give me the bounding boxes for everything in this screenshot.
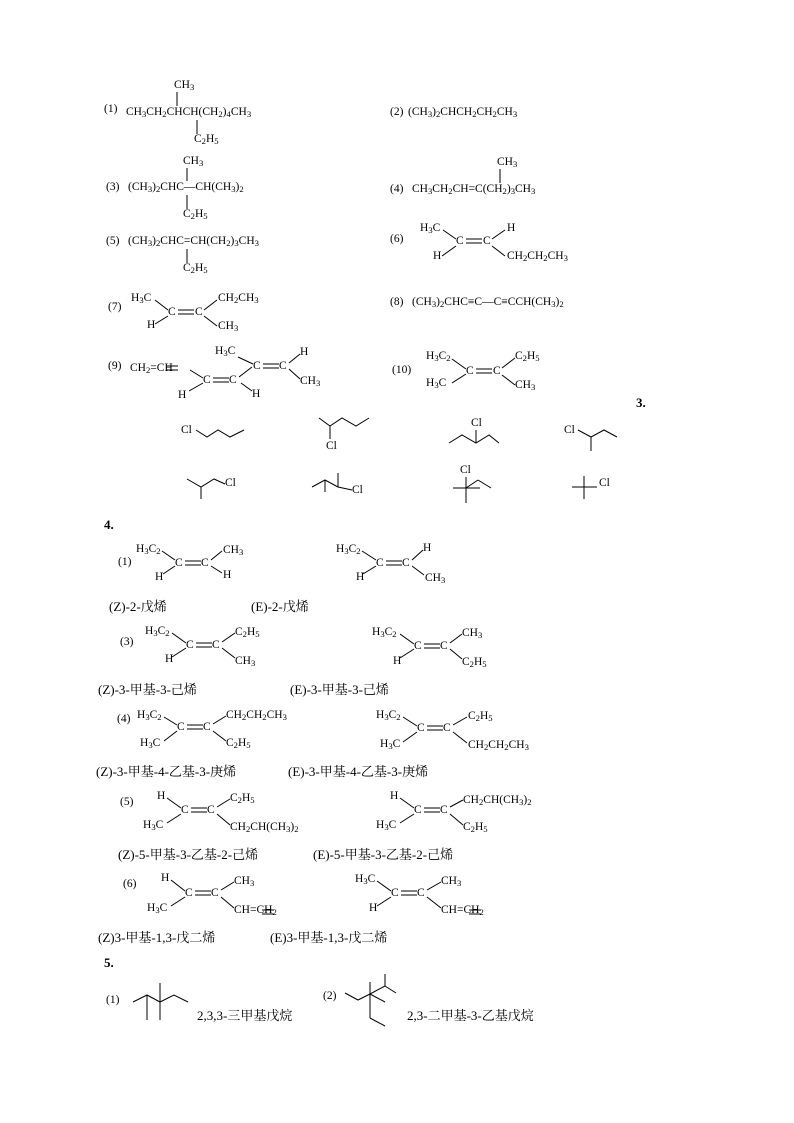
q2-item3-top: $CH_3$ [183, 155, 204, 169]
q4-p6z-b: $H_3C$ [147, 902, 168, 916]
q2-item6-d: $CH_2CH_2CH_3$ [507, 250, 568, 264]
q2-item10-num: (10) [392, 364, 412, 376]
q5-item2-name: 2,3-二甲基-3-乙基戊烷 [407, 1008, 534, 1023]
q4-p3e-c: $CH_3$ [462, 627, 483, 641]
q4-p3e-c2: C [440, 640, 448, 652]
q4-p1z-c1: C [175, 557, 183, 569]
q4-p3z-c1: C [186, 639, 194, 651]
q2-item8-num: (8) [390, 296, 404, 308]
q2-item7-c1: C [168, 306, 176, 318]
q4-p6z-a: H [161, 872, 170, 884]
q4-p1z-a: $H_3C_2$ [136, 543, 161, 557]
q2-item6-c: H [507, 222, 516, 234]
q4-p4z-c1: C [177, 721, 185, 733]
q2-item9-c1: C [203, 374, 211, 386]
q3-cl-3: Cl [471, 417, 482, 429]
q4-p4z-d: $C_2H_5$ [226, 737, 251, 751]
q2-item1-bottom: $C_2H_5$ [194, 133, 219, 147]
q4-p1-ename: (E)-2-戊烯 [251, 599, 309, 614]
q4-p4-num: (4) [117, 713, 131, 725]
q5-item1-name: 2,3,3-三甲基戊烷 [197, 1008, 293, 1023]
q3-cl-8: Cl [599, 477, 610, 489]
q2-item7-c2: C [195, 306, 203, 318]
q4-p3e-d: $C_2H_5$ [462, 656, 487, 670]
q4-p4-ename: (E)-3-甲基-4-乙基-3-庚烯 [288, 764, 429, 779]
q2-item1-num: (1) [104, 103, 118, 115]
q4-p4e-c1: C [417, 722, 425, 734]
q4-p3-ename: (E)-3-甲基-3-己烯 [290, 682, 389, 697]
q2-item9-c4: C [279, 360, 287, 372]
q2-item1-main: $CH_3CH_2CHCH(CH_2)_4CH_3$ [126, 106, 252, 120]
q4-p3-zname: (Z)-3-甲基-3-己烯 [98, 682, 197, 697]
section-5-heading: 5. [104, 955, 114, 970]
q4-p3-num: (3) [120, 636, 134, 648]
q4-p5e-c1: C [414, 804, 422, 816]
q4-p1e-d: $CH_3$ [425, 572, 446, 586]
q4-p3z-a: $H_3C_2$ [145, 625, 170, 639]
q2-item7-c: $CH_2CH_3$ [218, 292, 259, 306]
q3-cl-5: Cl [225, 477, 236, 489]
q2-item10-a: $H_3C_2$ [426, 350, 451, 364]
q2-item7-num: (7) [108, 301, 122, 313]
q2-item4-top: $CH_3$ [497, 156, 518, 170]
q4-p1z-c: $CH_3$ [223, 544, 244, 558]
q4-p1e-a: $H_3C_2$ [336, 543, 361, 557]
q4-p3z-b: H [165, 653, 174, 665]
q4-p1e-c1: C [376, 557, 384, 569]
q4-p4e-c: $C_2H_5$ [468, 710, 493, 724]
q2-item5-main: $(CH_3)_2CHC=CH(CH_2)_3CH_3$ [128, 235, 259, 249]
q4-p5z-a: H [157, 790, 166, 802]
q2-item6-num: (6) [390, 233, 404, 245]
q4-p3e-c1: C [414, 640, 422, 652]
q4-p6e-a: $H_3C$ [355, 873, 376, 887]
q4-p6e-c1: C [391, 887, 399, 899]
q4-p1-num: (1) [118, 556, 132, 568]
q4-p6z-d: $CH=CH_2$ [234, 904, 277, 918]
q4-p5z-c2: C [207, 804, 215, 816]
section-3-heading: 3. [636, 395, 646, 410]
q4-p4z-b: $H_3C$ [140, 737, 161, 751]
q2-item9-c: H [300, 346, 309, 358]
q2-item9-m2: H [252, 388, 261, 400]
q4-p5z-d: $CH_2CH(CH_3)_2$ [230, 821, 299, 835]
q2-item7-b: H [147, 319, 156, 331]
q4-p5e-c: $CH_2CH(CH_3)_2$ [463, 794, 532, 808]
q2-item5-num: (5) [106, 235, 120, 247]
q2-item4-num: (4) [390, 183, 404, 195]
q4-p5e-c2: C [440, 804, 448, 816]
q4-p5e-a: H [390, 790, 399, 802]
q2-item9-c2: C [229, 374, 237, 386]
q4-p6-zname: (Z)3-甲基-1,3-戊二烯 [98, 930, 216, 945]
q2-item9-num: (9) [108, 360, 122, 372]
q4-p5e-b: $H_3C$ [376, 819, 397, 833]
q4-p5z-c: $C_2H_5$ [230, 792, 255, 806]
q4-p1e-c2: C [402, 557, 410, 569]
q2-item7-d: $CH_3$ [218, 320, 239, 334]
section-4-heading: 4. [104, 517, 114, 532]
q4-p5e-d: $C_2H_5$ [463, 821, 488, 835]
q2-item10-c: $C_2H_5$ [515, 350, 540, 364]
q2-item9-c3: C [253, 360, 261, 372]
q2-item10-c2: C [493, 365, 501, 377]
q2-item10-b: $H_3C$ [426, 377, 447, 391]
q4-p4z-a: $H_3C_2$ [137, 709, 162, 723]
q2-item9-pre: $CH_2=CH$ [130, 362, 173, 376]
q2-item1-top: $CH_3$ [174, 79, 195, 93]
q2-item9-m: $H_3C$ [215, 345, 236, 359]
q4-p6e-c: $CH_3$ [441, 875, 462, 889]
q4-p3z-c2: C [212, 639, 220, 651]
q3-cl-7: Cl [460, 464, 471, 476]
q2-item3-main: $(CH_3)_2CHC—CH(CH_3)_2$ [128, 181, 244, 195]
q2-item10-c1: C [466, 365, 474, 377]
q2-item7-a: $H_3C$ [131, 292, 152, 306]
q4-p4e-d: $CH_2CH_2CH_3$ [468, 739, 529, 753]
q2-item9-d: $CH_3$ [300, 375, 321, 389]
q2-item6-a: $H_3C$ [420, 222, 441, 236]
q2-item6-b: H [433, 250, 442, 262]
q4-p4e-b: $H_3C$ [380, 738, 401, 752]
q4-p4e-c2: C [443, 722, 451, 734]
q2-item6-c1: C [456, 235, 464, 247]
q4-p4e-a: $H_3C_2$ [376, 709, 401, 723]
q2-item9-b: H [178, 389, 187, 401]
q2-item3-num: (3) [106, 181, 120, 193]
q4-p6e-c2: C [417, 887, 425, 899]
q2-item10-d: $CH_3$ [515, 379, 536, 393]
q2-item8-main: $(CH_3)_2CHC\equiv C—C\equiv CCH(CH_3)_2$ [412, 296, 564, 310]
q4-p1z-b: H [155, 571, 164, 583]
q4-p6z-c1: C [185, 887, 193, 899]
q4-p1-zname: (Z)-2-戊烯 [109, 599, 167, 614]
q2-item6-c2: C [483, 235, 491, 247]
q4-p5-num: (5) [120, 796, 134, 808]
q4-p1e-c: H [423, 542, 432, 554]
q3-cl-2: Cl [326, 440, 337, 452]
q2-item5-bottom: $C_2H_5$ [183, 262, 208, 276]
q3-cl-4: Cl [564, 424, 575, 436]
q4-p3z-c: $C_2H_5$ [235, 626, 260, 640]
q5-item2-num: (2) [323, 990, 337, 1002]
q4-p5z-b: $H_3C$ [143, 819, 164, 833]
q4-p4-zname: (Z)-3-甲基-4-乙基-3-庚烯 [96, 764, 237, 779]
q2-item2-num: (2) [390, 106, 404, 118]
q5-item1-num: (1) [106, 994, 120, 1006]
q4-p4z-c2: C [203, 721, 211, 733]
q4-p5-zname: (Z)-5-甲基-3-乙基-2-己烯 [118, 847, 259, 862]
q3-cl-1: Cl [181, 424, 192, 436]
q2-item4-main: $CH_3CH_2CH=C(CH_2)_3CH_3$ [412, 183, 536, 197]
q4-p5z-c1: C [181, 804, 189, 816]
q4-p6z-c2: C [211, 887, 219, 899]
q2-item2-main: $(CH_3)_2CHCH_2CH_2CH_3$ [408, 106, 518, 120]
q4-p6e-d: $CH=CH_2$ [441, 904, 484, 918]
q4-p6-ename: (E)3-甲基-1,3-戊二烯 [270, 930, 388, 945]
q4-p6z-c: $CH_3$ [234, 875, 255, 889]
q4-p1z-d: H [223, 569, 232, 581]
q4-p3e-a: $H_3C_2$ [372, 626, 397, 640]
q3-cl-6: Cl [352, 484, 363, 496]
q4-p1e-b: H [356, 571, 365, 583]
q4-p6e-b: H [369, 902, 378, 914]
q4-p4z-c: $CH_2CH_2CH_3$ [226, 709, 287, 723]
q4-p1z-c2: C [201, 557, 209, 569]
q4-p3e-b: H [393, 655, 402, 667]
q4-p5-ename: (E)-5-甲基-3-乙基-2-己烯 [313, 847, 454, 862]
q4-p6-num: (6) [123, 878, 137, 890]
q4-p3z-d: $CH_3$ [235, 655, 256, 669]
q2-item3-bottom: $C_2H_5$ [183, 208, 208, 222]
